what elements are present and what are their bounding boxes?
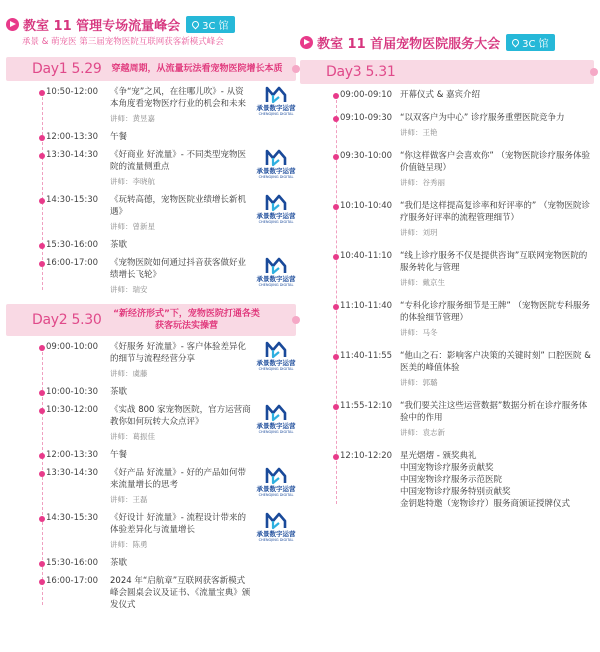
timeline-dot <box>333 204 339 210</box>
item-time: 10:40-11:10 <box>340 251 393 261</box>
chengjing-logo <box>256 194 296 233</box>
timeline-dot <box>39 243 45 249</box>
logo-text: 承景数字运营 <box>256 359 296 367</box>
item-speaker: 讲师：谷秀丽 <box>400 178 445 187</box>
item-content <box>110 239 252 251</box>
hall-title: 教室 11 管理专场流量峰会 <box>23 18 181 34</box>
logo-text: 承景数字运营 <box>256 485 296 493</box>
chengjing-logo <box>256 86 296 125</box>
item-content <box>400 150 594 189</box>
timeline-dot <box>333 304 339 310</box>
logo-mark-icon <box>265 86 287 104</box>
schedule-item <box>6 341 296 380</box>
item-time: 10:30-12:00 <box>46 405 99 415</box>
item-content <box>110 575 252 611</box>
schedule-item <box>300 300 594 339</box>
item-time: 12:10-12:20 <box>340 451 393 461</box>
logo-mark-icon <box>265 512 287 530</box>
item-time: 14:30-15:30 <box>46 195 99 205</box>
item-title: 《宠物医院如何通过抖音获客做好业绩增长飞轮》 <box>110 258 247 280</box>
item-time: 10:50-12:00 <box>46 87 99 97</box>
day-label: Day2 5.30 <box>32 312 102 328</box>
chengjing-logo <box>256 341 296 380</box>
item-title: 《好设计 好流量》- 流程设计带来的体验差异化与流量增长 <box>110 513 246 535</box>
item-title: “你这样做客户会喜欢你” （宠物医院诊疗服务体验价值链呈现） <box>400 151 591 173</box>
schedule-item <box>6 149 296 188</box>
timeline-dot <box>333 454 339 460</box>
item-content <box>110 149 252 188</box>
logo-text-en: CHENGJING DIGITAL <box>258 220 294 224</box>
item-content <box>400 200 594 239</box>
item-speaker: 讲师：黄昱嘉 <box>110 114 155 123</box>
item-time: 10:00-10:30 <box>46 387 99 397</box>
timeline-dot <box>39 453 45 459</box>
timeline-dot <box>333 154 339 160</box>
timeline-dot <box>333 404 339 410</box>
day-bar <box>300 60 594 84</box>
item-speaker: 讲师：瑞安 <box>110 285 148 294</box>
logo-text-en: CHENGJING DIGITAL <box>258 538 294 542</box>
item-title: 星光熠熠 - 颁奖典礼 中国宠物诊疗服务贡献奖 中国宠物诊疗服务示范医院 中国宠物诊疗服务特别贡献奖 金钥匙特邀（宠物诊疗）服务商颁证授牌仪式 <box>400 451 571 509</box>
item-speaker: 讲师：刘玥 <box>400 228 438 237</box>
item-title: 茶歇 <box>110 558 128 568</box>
item-content <box>400 400 594 439</box>
item-content <box>110 341 252 380</box>
item-title: 《实战 800 家宠物医院，官方运营商教你如何玩转大众点评》 <box>110 405 251 427</box>
item-speaker: 讲师：王磊 <box>110 495 148 504</box>
schedule-item <box>300 350 594 389</box>
logo-mark-icon <box>265 257 287 275</box>
item-title: 午餐 <box>110 132 128 142</box>
timeline-dot <box>39 471 45 477</box>
day-theme: “新经济形式”下，宠物医院打通各类获客玩法实操营 <box>113 309 260 331</box>
schedule-item <box>6 467 296 506</box>
item-speaker: 讲师：马冬 <box>400 328 438 337</box>
logo-text-en: CHENGJING DIGITAL <box>258 175 294 179</box>
item-time: 13:30-14:30 <box>46 468 99 478</box>
item-title: 《玩转高德，宠物医院业绩增长新机遇》 <box>110 195 247 217</box>
schedule-item <box>6 386 296 398</box>
item-title: 开幕仪式 & 嘉宾介绍 <box>400 90 481 100</box>
chengjing-logo <box>256 149 296 188</box>
item-title: 午餐 <box>110 450 128 460</box>
schedule-item <box>6 131 296 143</box>
schedule-item <box>300 112 594 139</box>
chengjing-logo <box>256 257 296 296</box>
schedule-item <box>6 404 296 443</box>
timeline-dot <box>39 579 45 585</box>
logo-text: 承景数字运营 <box>256 167 296 175</box>
item-title: 2024 年“启航章”互联网获客新模式峰会圆桌会议及证书、《流量宝典》颁发仪式 <box>110 576 251 610</box>
logo-mark-icon <box>265 467 287 485</box>
timeline <box>6 86 296 296</box>
item-time: 09:00-09:10 <box>340 90 393 100</box>
schedule-item <box>6 86 296 125</box>
item-title: 茶歇 <box>110 387 128 397</box>
item-content <box>400 350 594 389</box>
schedule-item <box>300 250 594 289</box>
item-time: 11:55-12:10 <box>340 401 393 411</box>
timeline-dot <box>39 408 45 414</box>
item-speaker: 讲师：郭璐 <box>400 378 438 387</box>
item-content <box>400 250 594 289</box>
logo-text-en: CHENGJING DIGITAL <box>258 430 294 434</box>
left-column <box>6 0 296 617</box>
logo-mark-icon <box>265 194 287 212</box>
day-label: Day3 5.31 <box>326 64 396 80</box>
schedule-item <box>6 257 296 296</box>
timeline-dot <box>39 516 45 522</box>
item-content <box>110 257 252 296</box>
logo-text: 承景数字运营 <box>256 104 296 112</box>
chengjing-logo <box>256 512 296 551</box>
item-time: 09:10-09:30 <box>340 113 393 123</box>
item-content <box>400 450 594 510</box>
arrow-icon <box>6 18 19 31</box>
timeline-dot <box>39 90 45 96</box>
hall-title: 教室 11 首届宠物医院服务大会 <box>317 36 501 52</box>
item-time: 12:00-13:30 <box>46 132 99 142</box>
logo-text: 承景数字运营 <box>256 422 296 430</box>
day-bar <box>6 304 296 336</box>
item-content <box>400 112 594 139</box>
right-column <box>300 0 594 521</box>
logo-mark-icon <box>265 404 287 422</box>
item-content <box>110 386 252 398</box>
hall-badge: 3C 馆 <box>186 16 235 33</box>
item-time: 10:10-10:40 <box>340 201 393 211</box>
day-label: Day1 5.29 <box>32 61 102 77</box>
schedule-item <box>6 512 296 551</box>
item-content <box>400 89 594 101</box>
item-title: 《好商业 好流量》- 不同类型宠物医院的流量侧重点 <box>110 150 246 172</box>
item-time: 09:00-10:00 <box>46 342 99 352</box>
schedule-item <box>6 194 296 233</box>
timeline-dot <box>333 93 339 99</box>
timeline-dot <box>39 345 45 351</box>
item-speaker: 讲师：王艳 <box>400 128 438 137</box>
timeline-dot <box>333 116 339 122</box>
hall-subtitle: 承景 & 萌宠医 第三届宠物医院互联网获客新模式峰会 <box>22 37 224 47</box>
timeline-dot <box>39 153 45 159</box>
schedule-item <box>6 239 296 251</box>
item-time: 13:30-14:30 <box>46 150 99 160</box>
item-title: “专科化诊疗服务细节是王牌” （宠物医院专科服务的体验细节管理） <box>400 301 591 323</box>
item-content <box>110 557 252 569</box>
timeline-dot <box>39 390 45 396</box>
item-title: “我们要关注这些运营数据”数据分析在诊疗服务体验中的作用 <box>400 401 588 423</box>
item-title: “我们是这样提高复诊率和好评率的” （宠物医院诊疗服务好评率的流程管理细节） <box>400 201 591 223</box>
chengjing-logo <box>256 404 296 443</box>
schedule-item <box>6 557 296 569</box>
day-bar <box>6 57 296 81</box>
timeline-dot <box>333 354 339 360</box>
schedule-item <box>300 89 594 101</box>
schedule-item <box>6 575 296 611</box>
timeline-dot <box>39 261 45 267</box>
item-content <box>110 131 252 143</box>
item-title: 《好产品 好流量》- 好的产品如何带来流量增长的思考 <box>110 468 246 490</box>
logo-mark-icon <box>265 341 287 359</box>
item-content <box>110 449 252 461</box>
item-title: 茶歇 <box>110 240 128 250</box>
logo-text-en: CHENGJING DIGITAL <box>258 112 294 116</box>
item-time: 16:00-17:00 <box>46 576 99 586</box>
schedule-item <box>6 449 296 461</box>
logo-text-en: CHENGJING DIGITAL <box>258 367 294 371</box>
schedule-item <box>300 150 594 189</box>
item-content <box>110 404 252 443</box>
item-speaker: 讲师：虞藤 <box>110 369 148 378</box>
item-content <box>110 512 252 551</box>
location-pin-icon <box>191 19 201 29</box>
item-content <box>400 300 594 339</box>
logo-text-en: CHENGJING DIGITAL <box>258 493 294 497</box>
timeline <box>300 89 594 510</box>
schedule-item <box>300 200 594 239</box>
schedule-item <box>300 400 594 439</box>
logo-text-en: CHENGJING DIGITAL <box>258 283 294 287</box>
item-speaker: 讲师：戴京生 <box>400 278 445 287</box>
item-time: 14:30-15:30 <box>46 513 99 523</box>
item-time: 11:40-11:55 <box>340 351 393 361</box>
schedule-item <box>300 450 594 510</box>
item-title: 《好服务 好流量》- 客户体验差异化的细节与流程经营分享 <box>110 342 246 364</box>
item-speaker: 讲师：袁志新 <box>400 428 445 437</box>
item-speaker: 讲师：李晓航 <box>110 177 155 186</box>
item-title: “他山之石：影响客户决策的关键时刻” 口腔医院 & 医美的峰值体验 <box>400 351 591 373</box>
timeline-dot <box>39 561 45 567</box>
right-hall-header <box>300 32 594 52</box>
logo-mark-icon <box>265 149 287 167</box>
logo-text: 承景数字运营 <box>256 212 296 220</box>
left-hall-header <box>6 14 296 47</box>
timeline-dot <box>39 135 45 141</box>
item-speaker: 讲师：葛振佳 <box>110 432 155 441</box>
timeline <box>6 341 296 611</box>
location-pin-icon <box>511 37 521 47</box>
chengjing-logo <box>256 467 296 506</box>
logo-text: 承景数字运营 <box>256 530 296 538</box>
item-time: 12:00-13:30 <box>46 450 99 460</box>
item-content <box>110 467 252 506</box>
item-speaker: 讲师：陈勇 <box>110 540 148 549</box>
item-speaker: 讲师：曾新星 <box>110 222 155 231</box>
item-time: 15:30-16:00 <box>46 240 99 250</box>
item-time: 15:30-16:00 <box>46 558 99 568</box>
item-content <box>110 194 252 233</box>
timeline-dot <box>333 254 339 260</box>
arrow-icon <box>300 36 313 49</box>
day-theme: 穿越周期，从流量玩法看宠物医院增长本质 <box>111 64 283 74</box>
item-title: 《争“宠”之风，在往哪儿吹》- 从资本角度看宠物医疗行业的机会和未来 <box>110 87 247 109</box>
timeline-dot <box>39 198 45 204</box>
item-title: “以双客户为中心” 诊疗服务重塑医院竞争力 <box>400 113 565 123</box>
item-time: 16:00-17:00 <box>46 258 99 268</box>
logo-text: 承景数字运营 <box>256 275 296 283</box>
item-title: “线上诊疗服务不仅是提供咨询”互联网宠物医院的服务转化与管理 <box>400 251 588 273</box>
item-content <box>110 86 252 125</box>
item-time: 09:30-10:00 <box>340 151 393 161</box>
hall-badge: 3C 馆 <box>506 34 555 51</box>
item-time: 11:10-11:40 <box>340 301 393 311</box>
